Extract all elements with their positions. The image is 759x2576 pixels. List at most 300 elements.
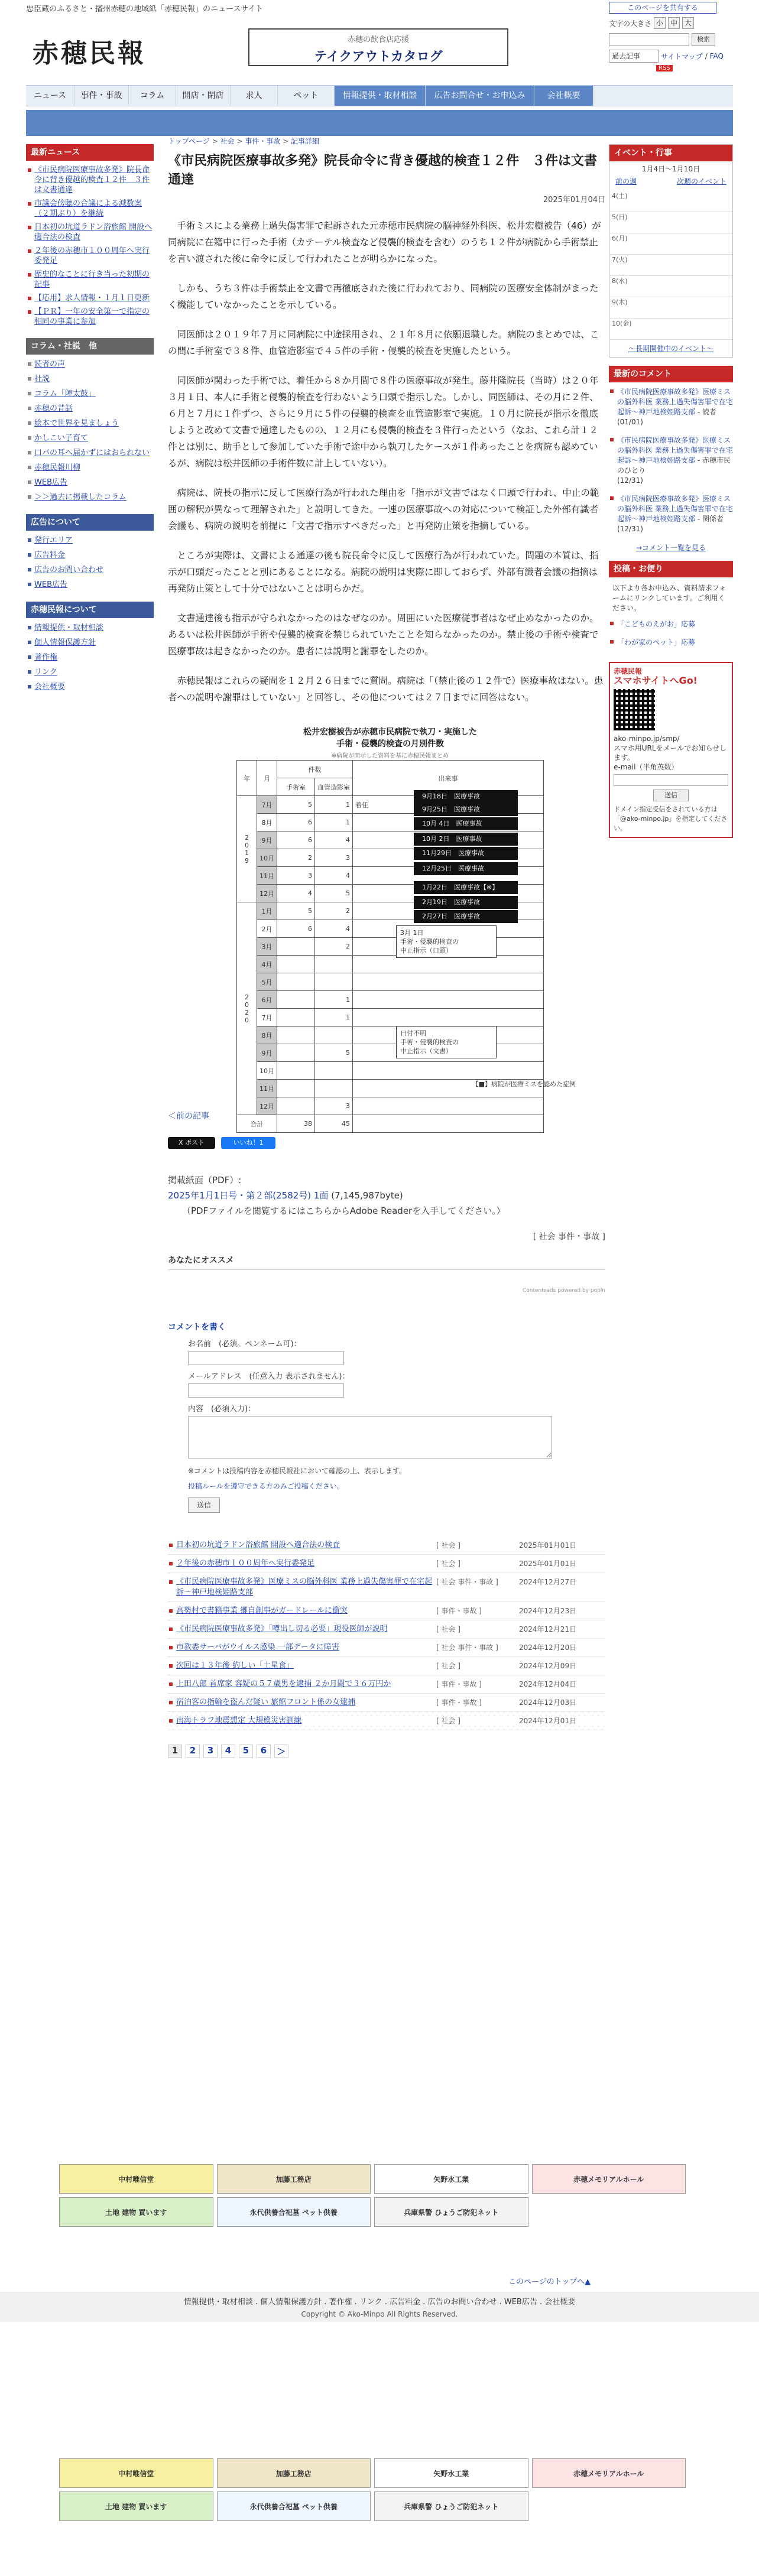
- article-categories[interactable]: [ 社会 事件・事故 ]: [533, 1232, 605, 1242]
- or-count-cell: 2: [277, 849, 315, 867]
- pdf-size: (7,145,987byte): [331, 1190, 403, 1201]
- news-row: [168, 1675, 605, 1694]
- angio-count-cell: 1: [315, 991, 353, 1009]
- banner-line2: テイクアウトカタログ: [314, 50, 443, 64]
- recent-comments-heading: 最新のコメント: [609, 366, 733, 382]
- event-cell: [353, 956, 544, 973]
- table-row: [237, 1009, 544, 1026]
- event-label: 10月 4日 医療事故: [414, 817, 518, 830]
- event-label: 12月25日 医療事故: [414, 862, 518, 875]
- news-title-link[interactable]: ２年後の赤穂市１００周年へ実行委発足: [176, 1559, 315, 1568]
- nav-item[interactable]: 開店・閉店: [176, 86, 231, 106]
- angio-count-cell: [315, 973, 353, 991]
- sidebar-column-item[interactable]: かしこい子育て: [26, 431, 154, 446]
- table-row: [237, 1080, 544, 1097]
- footer-links[interactable]: 情報提供・取材相談 . 個人情報保護方針 . 著作権 . リンク . 広告料金 . 広告のお問い合わせ . WEB広告 . 会社概要: [183, 2298, 576, 2307]
- or-count-cell: 6: [277, 920, 315, 938]
- table-title: 松井宏樹被告が赤穂市民病院で執刀・実施した: [303, 727, 477, 737]
- news-row: [168, 1712, 605, 1730]
- total-or: 38: [277, 1115, 315, 1133]
- page-link[interactable]: 3: [203, 1745, 218, 1758]
- go-top-link[interactable]: このページのトップへ▲: [508, 2278, 591, 2286]
- or-count-cell: [277, 1044, 315, 1062]
- sidebar-column-item[interactable]: WEB広告: [26, 475, 154, 490]
- or-count-cell: [277, 1097, 315, 1115]
- nav-item[interactable]: 広告お問合せ・お申込み: [426, 86, 534, 106]
- angio-count-cell: [315, 1062, 353, 1080]
- month-cell: 9月: [257, 831, 277, 849]
- recent-comment-title[interactable]: 《市民病院医療事故多発》医療ミスの脳外科医 業務上過失傷害罪で在宅起訴～神戸地検姫路支部: [617, 388, 733, 416]
- news-row: [168, 1573, 605, 1602]
- breadcrumb-item: 記事詳細: [291, 137, 320, 145]
- sitemap-link[interactable]: サイトマップ: [661, 52, 703, 61]
- right-sidebar: [609, 144, 733, 846]
- news-category[interactable]: [ 社会 ]: [436, 1560, 460, 1568]
- latest-news-heading: 最新ニュース: [26, 144, 154, 161]
- latest-news-list: [26, 163, 154, 329]
- table-row: [237, 973, 544, 991]
- social-buttons: [168, 1137, 605, 1149]
- ad-banner[interactable]: 土地 建物 買います: [59, 2197, 213, 2227]
- related-news-list: [168, 1536, 605, 1730]
- breadcrumb-item[interactable]: 社会: [220, 137, 235, 145]
- article-title: 《市民病院医療事故多発》院長命令に背き優越的検査１２件 ３件は文書通達: [168, 154, 598, 187]
- news-row: [168, 1639, 605, 1657]
- calendar-day: 8(水): [609, 276, 624, 297]
- news-category[interactable]: [ 事件・事故 ]: [436, 1698, 482, 1707]
- or-count-cell: [277, 1062, 315, 1080]
- ad-banner[interactable]: 中村唯信堂: [59, 2458, 213, 2488]
- pdf-note: （PDFファイルを閲覧するにはこちらからAdobe Readerを入手してください。）: [182, 1206, 505, 1216]
- or-count-cell: [277, 991, 315, 1009]
- month-cell: 5月: [257, 973, 277, 991]
- breadcrumb-item[interactable]: 事件・事故: [245, 137, 281, 145]
- sidebar-ad-item[interactable]: 広告のお問い合わせ: [26, 563, 154, 577]
- news-title-link[interactable]: 《市民病院医療事故多発》「噂出し切る必要」現役医師が説明: [176, 1625, 388, 1633]
- news-title-link[interactable]: 宿泊客の指輪を盗んだ疑い 旅館フロント係の女逮捕: [176, 1698, 356, 1707]
- sidebar-about-item[interactable]: 個人情報保護方針: [26, 635, 154, 650]
- calendar-day-events: [624, 255, 732, 276]
- comment-textarea[interactable]: [188, 1416, 552, 1458]
- recent-comment-author: - 読者: [695, 408, 716, 416]
- comment-list-link[interactable]: →コメント一覧を見る: [635, 544, 706, 552]
- angio-count-cell: 1: [315, 796, 353, 814]
- breadcrumb-item[interactable]: トップページ: [168, 137, 210, 145]
- news-title-link[interactable]: 上田八郎 首席家 容疑の５７歳男を逮捕 ２か月間で３６万円か: [176, 1680, 391, 1688]
- col-count: 件数: [277, 761, 353, 778]
- page-link[interactable]: ＞: [274, 1745, 288, 1758]
- angio-count-cell: 1: [315, 814, 353, 831]
- table-note: 【■】病院が医療ミスを認めた症例: [472, 1080, 576, 1088]
- sidebar-news-item[interactable]: 市議会傍聴の合議による減数案（２期ぶり）を継続: [26, 197, 154, 220]
- about-list: [26, 621, 154, 694]
- mobile-title: スマホサイトへGo!: [614, 675, 698, 686]
- news-date: 2024年12月03日: [519, 1698, 577, 1707]
- event-label: 9月25日 医療事故: [414, 803, 518, 816]
- ad-banner[interactable]: 兵庫県警 ひょうご防犯ネット: [374, 2491, 528, 2521]
- ad-heading: 広告について: [26, 514, 154, 531]
- recent-comment-date: (12/31): [617, 476, 643, 485]
- article-main: [168, 136, 605, 1758]
- article-paragraph: 同医師が関わった手術では、着任から８か月間で８件の医療事故が発生。藤井隆院長（当時）は２０年３月１日、本人に手術と侵襲的検査を行わないよう口頭で指示した。しかし、同医師は、その月に２件、６月と７月に１件ずつ、さらに９月に５件の侵襲的検査を血管造影室で実施。１０月に院長が指示を徹底しようと改めて文書で通達したものの、１２月にも侵襲的検査を３件行ったという（なお、これら計１２件とは別に、助手として参加していた手術で途中から執刀したケースが１件あったことを病院も認めているが、病院は松井医師の手術件数に計上していない）。: [168, 375, 599, 469]
- calendar-next[interactable]: 次週のイベント: [676, 177, 726, 186]
- news-title-link[interactable]: 市教委サーバがウイルス感染 一部データに障害: [176, 1643, 339, 1652]
- mail-label: メールアドレス (任意入力 表示されません)：: [188, 1372, 350, 1381]
- news-title-link[interactable]: 日本初の坑道ラドン浴旅館 開設へ適合法の検査: [176, 1541, 340, 1550]
- news-date: 2024年12月01日: [519, 1717, 577, 1725]
- body-label: 内容 (必須入力)：: [188, 1405, 256, 1414]
- month-cell: 4月: [257, 956, 277, 973]
- news-row: [168, 1602, 605, 1620]
- recent-comment-item[interactable]: [609, 385, 733, 433]
- mobile-head: 赤穂民報: [614, 667, 643, 675]
- month-cell: 6月: [257, 991, 277, 1009]
- ad-banner[interactable]: 加藤工務店: [217, 2458, 371, 2488]
- month-cell: 8月: [257, 1026, 277, 1044]
- or-count-cell: [277, 1009, 315, 1026]
- news-category[interactable]: [ 社会 事件・事故 ]: [436, 1578, 498, 1586]
- calendar-day-events: [624, 297, 732, 319]
- search-options: 過去記事 サイトマップ / FAQ: [609, 50, 724, 63]
- month-cell: 12月: [257, 885, 277, 902]
- calendar-day: 4(土): [609, 191, 624, 212]
- table-row: [237, 991, 544, 1009]
- sidebar-ad-item[interactable]: WEB広告: [26, 577, 154, 592]
- font-large-button[interactable]: 大: [682, 17, 694, 29]
- archive-select[interactable]: 過去記事: [609, 50, 659, 63]
- calendar-heading: イベント・行事: [609, 145, 732, 161]
- recent-comment-item[interactable]: [609, 492, 733, 540]
- table-row: [237, 1044, 544, 1062]
- news-category[interactable]: [ 事件・事故 ]: [436, 1607, 482, 1615]
- month-cell: 10月: [257, 849, 277, 867]
- x-post-button[interactable]: X ポスト: [168, 1137, 215, 1149]
- table-subtitle: ※病院が開示した資料を基に赤穂民報まとめ: [331, 753, 449, 759]
- article-paragraph: 文書通達後も指示が守られなかったのはなぜなのか。周囲にいた医療従事者はなぜ止めなかったのか。あるいは松井医師が手術や侵襲的検査を禁じられていたことを知らなかったのか。禁止後の手術や検査で医療事故は起きなかったのか。患者には説明と謝罪をしたのか。: [168, 613, 599, 657]
- news-category[interactable]: [ 社会 ]: [436, 1662, 460, 1670]
- article-paragraph: ところが実際は、文書による通達の後も院長命令に反して医療行為が行われていた。問題の本質は、指示が口頭だったことと別にあることになる。病院の説明は実際に即しておらず、外部有識者会議の指摘は再発防止策として十分ではないことは明らかだ。: [168, 550, 599, 594]
- table-row: [237, 1062, 544, 1080]
- sidebar-column-item[interactable]: ＞＞過去に掲載したコラム: [26, 490, 154, 505]
- sidebar-about-item[interactable]: 情報提供・取材相談: [26, 621, 154, 635]
- or-count-cell: [277, 973, 315, 991]
- footer: [0, 2292, 759, 2322]
- sidebar-column-item[interactable]: 読者の声: [26, 357, 154, 372]
- news-title-link[interactable]: 南海トラフ地震想定 大規模災害訓練: [176, 1716, 302, 1725]
- main-nav: [26, 85, 733, 106]
- sidebar-news-item[interactable]: 日本初の坑道ラドン浴旅館 開設へ適合法の検査: [26, 220, 154, 244]
- sidebar-column-item[interactable]: 赤穂民報川柳: [26, 460, 154, 475]
- angio-count-cell: 5: [315, 1044, 353, 1062]
- name-label: お名前 (必須。ペンネーム可)：: [188, 1340, 301, 1349]
- sidebar-about-item[interactable]: 会社概要: [26, 680, 154, 694]
- angio-count-cell: 3: [315, 849, 353, 867]
- font-small-button[interactable]: 小: [654, 17, 666, 29]
- nav-item[interactable]: 事件・事故: [74, 86, 129, 106]
- angio-count-cell: 4: [315, 867, 353, 885]
- name-field[interactable]: [188, 1351, 344, 1365]
- calendar-day-events: [624, 319, 732, 340]
- angio-count-cell: [315, 1080, 353, 1097]
- ad-banner-row-1: [59, 2164, 686, 2227]
- angio-count-cell: 4: [315, 920, 353, 938]
- month-cell: 1月: [257, 902, 277, 920]
- col-year: 年: [237, 761, 257, 796]
- event-cell: 着任: [353, 796, 544, 814]
- sidebar-column-item[interactable]: 赤穂の昔話: [26, 401, 154, 416]
- recent-comment-item[interactable]: [609, 433, 733, 492]
- news-title-link[interactable]: 次回は１３年後 約しい「土星食」: [176, 1661, 294, 1670]
- angio-count-cell: [315, 956, 353, 973]
- or-count-cell: 6: [277, 814, 315, 831]
- email-field[interactable]: [188, 1383, 344, 1398]
- or-count-cell: [277, 1080, 315, 1097]
- news-date: 2024年12月09日: [519, 1662, 577, 1670]
- share-page-link[interactable]: このページを共有する: [609, 2, 716, 14]
- article-paragraph: しかも、うち３件は手術禁止を文書で再徹底された後に行われており、同病院の医療安全体制がまったく機能していなかったことを示している。: [168, 283, 599, 310]
- news-date: 2024年12月21日: [519, 1625, 577, 1633]
- news-date: 2024年12月04日: [519, 1680, 577, 1688]
- table-row: [237, 938, 544, 956]
- recent-comments: [609, 366, 733, 553]
- sidebar-about-item[interactable]: 著作権: [26, 650, 154, 665]
- or-count-cell: 5: [277, 902, 315, 920]
- ad-banner[interactable]: 土地 建物 買います: [59, 2491, 213, 2521]
- ad-banner[interactable]: 兵庫県警 ひょうご防犯ネット: [374, 2197, 528, 2227]
- rss-icon[interactable]: RSS: [656, 65, 673, 72]
- recent-comment-author: - 関係者: [695, 515, 724, 523]
- table-row: [237, 956, 544, 973]
- recent-comment-date: (12/31): [617, 525, 643, 533]
- news-title-link[interactable]: 高勢村で書籍事業 郷自創事がガードレールに衝突: [176, 1606, 348, 1615]
- kids-smile-link[interactable]: 「こどものえがお」応募: [609, 617, 733, 635]
- page-link[interactable]: 4: [221, 1745, 235, 1758]
- year-cell: 2 0 1 9: [237, 796, 257, 902]
- nav-item[interactable]: 会社概要: [534, 86, 593, 106]
- news-row: [168, 1620, 605, 1639]
- angio-count-cell: 3: [315, 1097, 353, 1115]
- or-count-cell: [277, 956, 315, 973]
- sidebar-news-item[interactable]: 【応用】求人情報・１月１日更新: [26, 291, 154, 305]
- news-date: 2025年01月01日: [519, 1541, 577, 1550]
- banner-line1: 赤穂の飲食店応援: [347, 35, 409, 44]
- month-cell: 11月: [257, 1080, 277, 1097]
- comment-submit-button[interactable]: 送信: [188, 1497, 220, 1513]
- angio-count-cell: 2: [315, 902, 353, 920]
- takeout-banner[interactable]: [248, 28, 508, 66]
- mobile-email-label: e-mail（半角英数）: [614, 763, 679, 771]
- nav-item[interactable]: 情報提供・取材相談: [335, 86, 426, 106]
- calendar-day-events: [624, 191, 732, 212]
- recent-comment-title[interactable]: 《市民病院医療事故多発》医療ミスの脳外科医 業務上過失傷害罪で在宅起訴～神戸地検姫路支部: [617, 436, 733, 464]
- or-count-cell: 4: [277, 885, 315, 902]
- news-category[interactable]: [ 社会 ]: [436, 1717, 460, 1725]
- ad-banner[interactable]: 中村唯信堂: [59, 2164, 213, 2194]
- news-date: 2024年12月20日: [519, 1643, 577, 1652]
- calendar-day: 7(火): [609, 255, 624, 276]
- news-title-link[interactable]: 《市民病院医療事故多発》医療ミスの脳外科医 業務上過失傷害罪で在宅起訴～神戸地検姫路支部: [176, 1577, 433, 1597]
- facebook-like-button[interactable]: いいね！1: [221, 1137, 275, 1149]
- ad-banner[interactable]: 永代供養合祀墓 ペット供養: [217, 2197, 371, 2227]
- comment-heading: コメントを書く: [168, 1323, 226, 1332]
- or-count-cell: [277, 938, 315, 956]
- page-link[interactable]: 5: [239, 1745, 253, 1758]
- table-row: [237, 1097, 544, 1115]
- col-or: 手術室: [277, 778, 315, 796]
- pet-link[interactable]: 「わが家のペット」応募: [609, 635, 733, 654]
- event-label: 9月18日 医療事故: [414, 790, 518, 803]
- news-category[interactable]: [ 事件・事故 ]: [436, 1680, 482, 1688]
- ad-banner[interactable]: 赤穂メモリアルホール: [532, 2458, 686, 2488]
- ad-banner[interactable]: 矢野水工業: [374, 2164, 528, 2194]
- comment-note: ※コメントは投稿内容を赤穂民報社において確認の上、表示します。: [188, 1467, 407, 1475]
- long-events-link[interactable]: ～長期開催中のイベント～: [628, 345, 713, 353]
- nav-subbar: [26, 110, 733, 136]
- pdf-section: [168, 1172, 605, 1219]
- angio-count-cell: [315, 1026, 353, 1044]
- or-count-cell: [277, 1026, 315, 1044]
- pagination: [168, 1745, 605, 1758]
- event-calendar: [609, 144, 733, 358]
- news-category[interactable]: [ 社会 ]: [436, 1541, 460, 1550]
- font-size-control: [609, 17, 694, 29]
- article-paragraph: 病院は、院長の指示に反して医療行為が行われた理由を「指示が文書ではなく口頭で行われ、中止の範囲の解釈が異なって理解された」と説明してきた。一連の医療事故への対応について検証した外部有識者会議も、病院の説明を前提に「文書で指示すべきだった」と再発防止策を指摘している。: [168, 488, 599, 531]
- table-row: [237, 1026, 544, 1044]
- sidebar-column-item[interactable]: 絵本で世界を見ましょう: [26, 416, 154, 431]
- mobile-note: ドメイン指定受信をされている方は「@ako-minpo.jp」を指定してください。: [614, 805, 728, 832]
- news-date: 2024年12月27日: [519, 1578, 577, 1586]
- news-row: [168, 1536, 605, 1555]
- mobile-text: スマホ用URLをメールでお知らせします。: [614, 744, 726, 762]
- comment-form: [168, 1321, 605, 1513]
- or-count-cell: 6: [277, 831, 315, 849]
- ad-banner[interactable]: 永代供養合祀墓 ペット供養: [217, 2491, 371, 2521]
- month-cell: 9月: [257, 1044, 277, 1062]
- article-date: 2025年01月04日: [543, 196, 605, 204]
- calendar-day: 10(金): [609, 319, 624, 340]
- page-link[interactable]: 2: [186, 1745, 200, 1758]
- page-link[interactable]: 6: [257, 1745, 271, 1758]
- font-medium-button[interactable]: 中: [668, 17, 680, 29]
- nav-item[interactable]: 求人: [231, 86, 278, 106]
- event-label: 2月19日 医療事故: [414, 896, 518, 909]
- mobile-submit-button[interactable]: 送信: [653, 790, 689, 801]
- site-logo[interactable]: 赤穂民報: [33, 38, 146, 69]
- event-cell: [353, 1097, 544, 1115]
- sidebar-column-item[interactable]: コラム「陣太鼓」: [26, 386, 154, 401]
- event-cell: [353, 973, 544, 991]
- month-cell: 7月: [257, 1009, 277, 1026]
- col-angio: 血管造影室: [315, 778, 353, 796]
- callout-written: 日付不明 手術・侵襲的検査の 中止指示（文書）: [396, 1026, 497, 1058]
- month-cell: 10月: [257, 1062, 277, 1080]
- news-row: [168, 1694, 605, 1712]
- month-cell: 3月: [257, 938, 277, 956]
- ad-banner-row-2: [59, 2458, 686, 2521]
- article-paragraph: 手術ミスによる業務上過失傷害罪で起訴された元赤穂市民病院の脳神経外科医、松井宏樹被告（46）が同病院に在籍中に行った手術（カテーテル検査など侵襲的検査を含む）のうち１２件が病院から手術禁止を言い渡された後に命令に反して行われたことが明らかになった。: [168, 220, 601, 264]
- angio-count-cell: 5: [315, 885, 353, 902]
- nav-item[interactable]: コラム: [129, 86, 176, 106]
- event-label: 2月27日 医療事故: [414, 910, 518, 923]
- news-category[interactable]: [ 社会 事件・事故 ]: [436, 1643, 498, 1652]
- month-cell: 8月: [257, 814, 277, 831]
- event-label: 11月29日 医療事故: [414, 847, 518, 860]
- nav-item[interactable]: ニュース: [26, 86, 74, 106]
- total-label: 合計: [237, 1115, 277, 1133]
- sidebar-news-item[interactable]: ２年後の赤穂市１００周年へ実行委発足: [26, 244, 154, 268]
- sidebar-ad-item[interactable]: 発行エリア: [26, 533, 154, 548]
- article-paragraph: 同医師は２０１９年７月に同病院に中途採用され、２１年８月に依願退職した。病院のまとめでは、この間に手術室で３８件、血管造影室で４５件の手術・侵襲的検査を実施したという。: [168, 329, 599, 356]
- or-count-cell: 5: [277, 796, 315, 814]
- sidebar-news-item[interactable]: 歴史的なことに行き当った初期の記事: [26, 268, 154, 291]
- prev-article-link[interactable]: ＜前の記事: [168, 1112, 209, 1121]
- posting-rules-link[interactable]: 投稿ルールを遵守できる方のみご投稿ください。: [188, 1482, 344, 1490]
- recent-comment-date: (01/01): [617, 418, 643, 426]
- sidebar-column-item[interactable]: 社説: [26, 372, 154, 386]
- sidebar-about-item[interactable]: リンク: [26, 665, 154, 680]
- sidebar-news-item[interactable]: 《市民病院医療事故多発》院長命令に背き優越的検査１２件 ３件は文書通達: [26, 163, 154, 197]
- calendar-prev[interactable]: 前の週: [615, 177, 637, 186]
- table-title2: 手術・侵襲的検査の月別件数: [336, 739, 444, 749]
- mobile-site-box: [609, 662, 733, 838]
- article-paragraph: 赤穂民報はこれらの疑問を１２月２６日までに質問。病院は「（禁止後の１２件で）医療事故はない。患者への説明や謝罪はしていない」と回答し、その他については２７日までに回答はない。: [168, 675, 604, 703]
- mobile-url[interactable]: ako-minpo.jp/smp/: [614, 735, 680, 743]
- event-cell: [353, 1062, 544, 1080]
- left-sidebar: [26, 144, 154, 704]
- mobile-email-input[interactable]: [614, 774, 728, 786]
- news-row: [168, 1657, 605, 1675]
- news-date: 2024年12月23日: [519, 1607, 577, 1615]
- total-angio: 45: [315, 1115, 353, 1133]
- page-link: 1: [168, 1745, 182, 1758]
- pdf-link[interactable]: 2025年1月1日号・第２部(2582号) 1面: [168, 1190, 329, 1201]
- calendar-day: 6(月): [609, 233, 624, 255]
- article-body: [168, 217, 605, 706]
- pdf-label: 掲載紙面（PDF）:: [168, 1175, 242, 1185]
- month-cell: 7月: [257, 796, 277, 814]
- news-category[interactable]: [ 社会 ]: [436, 1625, 460, 1633]
- sidebar-column-item[interactable]: 口パの耳へ届かずにはおられない: [26, 446, 154, 460]
- angio-count-cell: 4: [315, 831, 353, 849]
- search-button[interactable]: 検索: [692, 33, 715, 46]
- angio-count-cell: 1: [315, 1009, 353, 1026]
- copyright: Copyright © Ako-Minpo All Rights Reserved.: [301, 2310, 458, 2318]
- callout-verbal: 3月 1日 手術・侵襲的検査の 中止指示（口頭）: [396, 925, 497, 958]
- ad-banner[interactable]: 赤穂メモリアルホール: [532, 2164, 686, 2194]
- year-cell: 2 0 2 0: [237, 902, 257, 1115]
- powered-by: Contentsads powered by popln: [522, 1288, 605, 1294]
- sidebar-news-item[interactable]: 【ＰＲ】一年の安全第一で指定の相同の事業に参加: [26, 305, 154, 329]
- post-text: 以下より各お申込み、資料請求フォームにリンクしています。ご利用ください。: [612, 584, 726, 612]
- ad-banner[interactable]: 矢野水工業: [374, 2458, 528, 2488]
- faq-link[interactable]: FAQ: [709, 52, 724, 60]
- nav-item[interactable]: ペット: [278, 86, 335, 106]
- month-cell: 2月: [257, 920, 277, 938]
- recent-comment-title[interactable]: 《市民病院医療事故多発》医療ミスの脳外科医 業務上過失傷害罪で在宅起訴～神戸地検姫路支部: [617, 495, 733, 523]
- search-input[interactable]: [609, 33, 689, 46]
- about-heading: 赤穂民報について: [26, 602, 154, 618]
- calendar-day-events: [624, 212, 732, 233]
- or-count-cell: 3: [277, 867, 315, 885]
- event-cell: [353, 991, 544, 1009]
- news-row: [168, 1555, 605, 1573]
- ad-banner[interactable]: 加藤工務店: [217, 2164, 371, 2194]
- event-cell: [353, 1080, 544, 1097]
- sidebar-ad-item[interactable]: 広告料金: [26, 548, 154, 563]
- calendar-day-events: [624, 276, 732, 297]
- post-box: [609, 561, 733, 654]
- col-month: 月: [257, 761, 277, 796]
